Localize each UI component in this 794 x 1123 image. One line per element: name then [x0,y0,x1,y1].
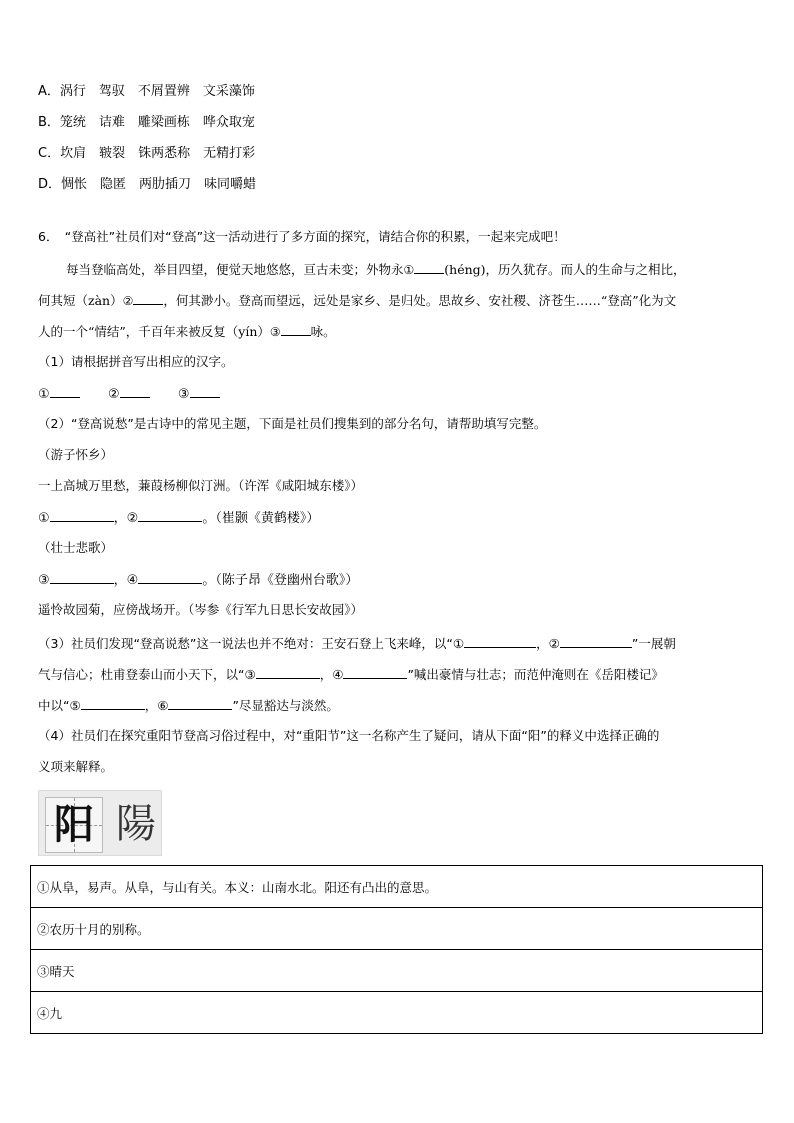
poem-source: 。（陈子昂《登幽州台歌》） [202,573,359,588]
option-d: D．惆怅 隐匿 两肋插刀 味同嚼蜡 [38,177,257,192]
sub-question-2: （2）“登高说愁”是古诗中的常见主题，下面是社员们搜集到的部分名句，请帮助填写完整。 [38,416,547,431]
fill-blank[interactable] [281,322,311,336]
character-image [38,790,162,856]
blank-number: ③ [38,573,50,588]
definition-cell: ③晴天 [31,950,763,992]
question-6-title: 6． “登高社”社员们对“登高”这一活动进行了多方面的探究，请结合你的积累，一起来完成吧！ [38,229,566,244]
blank-number: ① [38,511,50,526]
paragraph-line-3 [38,322,336,341]
fill-blank[interactable] [133,291,163,305]
fill-blank[interactable] [120,384,150,398]
fill-blank[interactable] [168,696,232,710]
blank-number: ③ [269,325,281,339]
fill-blank[interactable] [190,384,220,398]
fill-blank[interactable] [343,665,407,679]
blank-number: ① [452,636,465,651]
glyph-text: 阳 [54,801,94,848]
table-row [31,908,763,950]
text: ”喊出豪情与壮志；而范仲淹则在《岳阳楼记》 [407,667,664,682]
paragraph-text: 人的一个“情结”，千百年来被反复（yín） [38,324,270,339]
sub-question-1: （1）请根据拼音写出相应的汉字。 [38,354,234,369]
fill-blank[interactable] [50,384,80,398]
fill-blank[interactable] [138,570,202,584]
comma: ， [113,511,127,526]
paragraph-text: 咏。 [310,324,336,339]
table-row [31,950,763,992]
fill-blank[interactable] [464,634,536,648]
paragraph-text: ，何其渺小。登高而望远，远处是家乡、是归处。思故乡、安社稷、济苍生……“登高”化为文 [163,293,677,308]
simplified-glyph [45,797,103,853]
blank-number: ② [107,387,120,402]
blank-number: ① [38,387,50,402]
paragraph-text: 何其短（zàn） [38,293,123,308]
poem-source: 。（崔颢《黄鹤楼》） [202,511,320,526]
sub-1-blanks [38,384,220,404]
definition-cell: ①从阜，易声。从阜，与山有关。本义：山南水北。阳还有凸出的意思。 [31,866,763,908]
fill-blank[interactable] [414,260,444,274]
sub-question-4-line-1: （4）社员们在探究重阳节登高习俗过程中，对“重阳节”这一名称产生了疑问，请从下面“阳”的释义中选择正确的 [38,728,660,743]
fill-blank[interactable] [138,508,202,522]
sub-question-3-line-2 [38,665,664,684]
poem-fill-line [38,508,319,528]
comma: ， [113,573,127,588]
table-row [31,992,763,1034]
sub-question-3-line-1 [38,634,676,653]
option-a: A．涡行 驾驭 不屑置辨 文采藻饰 [38,84,255,99]
sub-question-3-line-3 [38,696,339,715]
category-label: （壮士悲歌） [38,540,114,555]
text: ”尽显豁达与淡然。 [232,698,339,713]
text: ”一展朝 [631,636,676,651]
fill-blank[interactable] [560,634,632,648]
fill-blank[interactable] [50,508,114,522]
paragraph-text: (héng)，历久犹存。而人的生命与之相比， [444,262,686,277]
paragraph-text: 每当登临高处，举目四望，便觉天地悠悠，亘古未变；外物永 [66,262,404,277]
comma: ， [319,667,333,682]
table-row [31,866,763,908]
category-label: （游子怀乡） [38,447,114,462]
blank-number: ① [403,263,415,277]
blank-number: ⑤ [69,698,81,713]
paragraph-line-1 [66,260,686,279]
definitions-table [30,865,763,1034]
blank-number: ② [122,294,134,308]
blank-number: ④ [126,573,139,588]
text: 中以“ [38,698,70,713]
poem-fill-line [38,570,358,590]
blank-number: ④ [332,667,344,682]
blank-number: ② [126,511,139,526]
blank-number: ③ [177,387,190,402]
comma: ， [144,698,158,713]
blank-number: ⑥ [157,698,169,713]
text: 气与信心；杜甫登泰山而小天下，以“ [38,667,245,682]
comma: ， [536,636,549,651]
fill-blank[interactable] [81,696,145,710]
text: （3）社员们发现“登高说愁”这一说法也并不绝对：王安石登上飞来峰，以“ [38,636,453,651]
definition-cell: ②农历十月的别称。 [31,908,763,950]
option-c: C．坎肩 皲裂 铢两悉称 无精打彩 [38,146,256,161]
option-b: B．笼统 诘难 雕梁画栋 哗众取宠 [38,115,255,130]
definition-cell: ④九 [31,992,763,1034]
blank-number: ② [548,636,560,651]
fill-blank[interactable] [50,570,114,584]
poem-line: 遥怜故园菊，应傍战场开。（岑参《行军九日思长安故园》） [38,602,364,617]
sub-question-4-line-2: 义项来解释。 [38,759,114,774]
paragraph-line-2 [38,291,676,310]
blank-number: ③ [244,667,256,682]
seal-glyph: 陽 [116,801,156,847]
fill-blank[interactable] [256,665,320,679]
poem-line: 一上高城万里愁，蒹葭杨柳似汀洲。（许浑《咸阳城东楼》） [38,478,364,493]
